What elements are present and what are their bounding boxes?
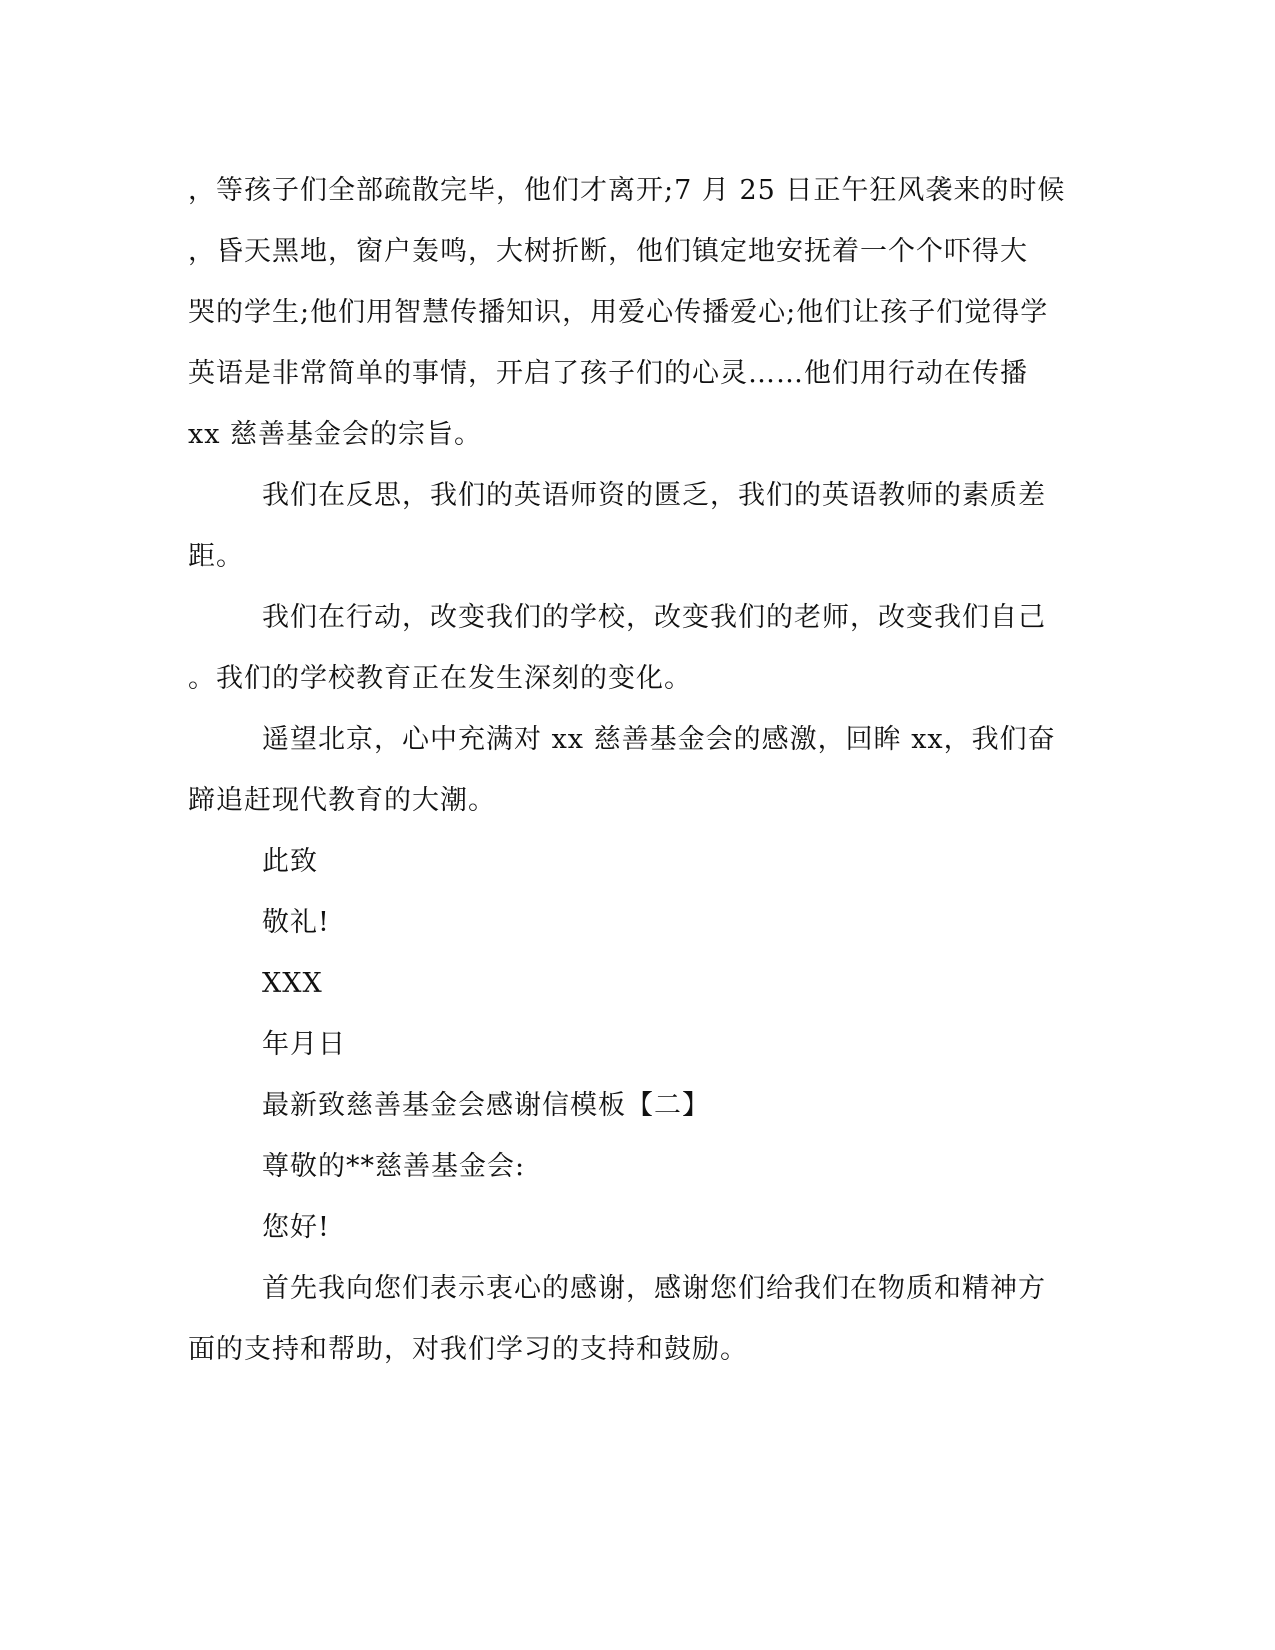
text-line: 面的支持和帮助，对我们学习的支持和鼓励。 (188, 1334, 748, 1365)
text-line: 我们在行动，改变我们的学校，改变我们的老师，改变我们自己 (262, 602, 1046, 633)
letter-hello: 您好! (262, 1212, 330, 1243)
text-line: 遥望北京，心中充满对 xx 慈善基金会的感激，回眸 xx，我们奋 (262, 724, 1056, 755)
text-line: ，等孩子们全部疏散完毕，他们才离开;7 月 25 日正午狂风袭来的时候 (188, 175, 1066, 206)
signature-name: XXX (262, 968, 323, 999)
text-line: 距。 (188, 541, 244, 572)
closing-regards: 敬礼! (262, 907, 330, 938)
text-line: 英语是非常简单的事情，开启了孩子们的心灵……他们用行动在传播 (188, 358, 1028, 389)
text-line: 我们在反思，我们的英语师资的匮乏，我们的英语教师的素质差 (262, 480, 1046, 511)
text-line: 哭的学生;他们用智慧传播知识，用爱心传播爱心;他们让孩子们觉得学 (188, 297, 1049, 328)
text-line: xx 慈善基金会的宗旨。 (188, 419, 483, 450)
letter-greeting: 尊敬的**慈善基金会: (262, 1151, 526, 1182)
letter-body (188, 160, 1076, 1380)
text-line: 蹄追赶现代教育的大潮。 (188, 785, 496, 816)
text-line: 。我们的学校教育正在发生深刻的变化。 (188, 663, 692, 694)
text-line: ，昏天黑地，窗户轰鸣，大树折断，他们镇定地安抚着一个个吓得大 (188, 236, 1028, 267)
section-title: 最新致慈善基金会感谢信模板【二】 (262, 1090, 710, 1121)
signature-date: 年月日 (262, 1029, 346, 1060)
closing-salutation: 此致 (262, 846, 318, 877)
text-line: 首先我向您们表示衷心的感谢，感谢您们给我们在物质和精神方 (262, 1273, 1046, 1304)
